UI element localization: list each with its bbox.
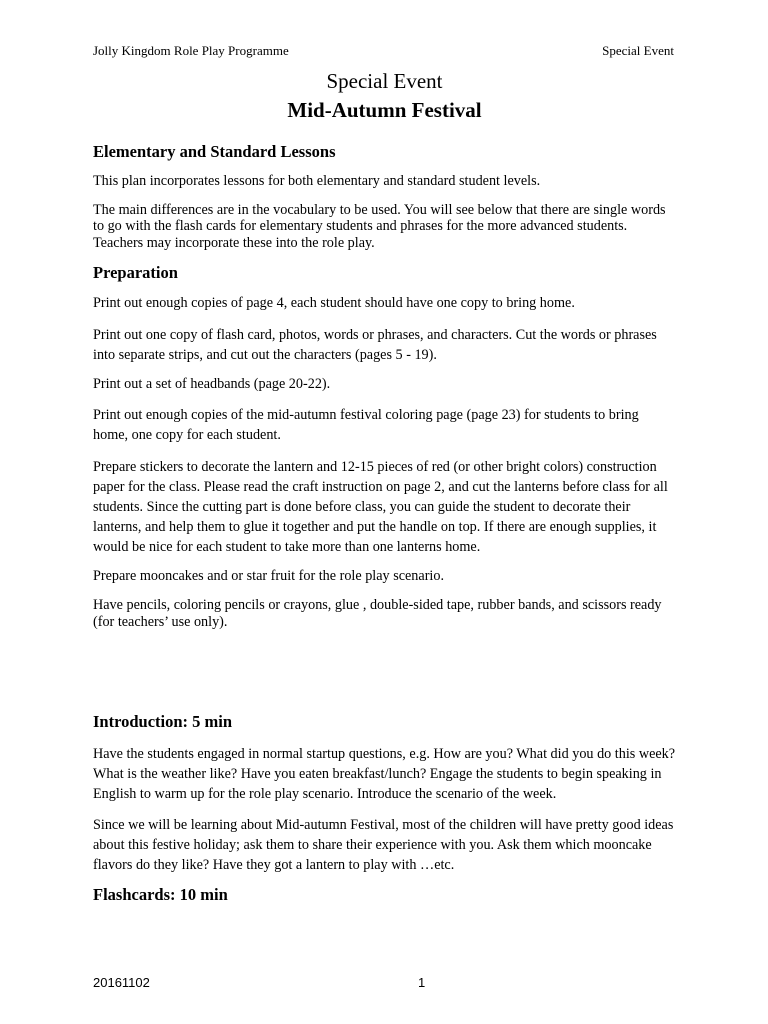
paragraph: This plan incorporates lessons for both elementary and standard student levels. <box>93 173 541 189</box>
paragraph: Since we will be learning about Mid-autumn Festival, most of the children will have pretty good ideas about this festive holiday; ask them to share their experience with you. Ask them which mooncake flavors do they like? Have they got a lantern to play with …etc. <box>93 816 674 873</box>
document-subtitle: Mid-Autumn Festival <box>287 98 482 122</box>
paragraph: Prepare mooncakes and or star fruit for the role play scenario. <box>93 568 445 584</box>
paragraph: Have the students engaged in normal startup questions, e.g. How are you? What did you do this week? What is the weather like? Have you eaten breakfast/lunch? Engage the students to begin speaking in English to warm up for the role play scenario. Introduce the scenario of the week. <box>93 745 676 802</box>
section-heading-preparation: Preparation <box>93 263 178 282</box>
paragraph: Prepare stickers to decorate the lantern and 12-15 pieces of red (or other bright colors) construction paper for the class. Please read the craft instruction on page 2, and cut the lanterns before class for all students. Since the cutting part is done before class, you can guide the student to decorate their lanterns, and help them to glue it together and put the handle on top. If there are enough supplies, it would be nice for each student to take more than one lanterns home. <box>93 459 668 555</box>
section-heading-flashcards: Flashcards: 10 min <box>93 884 228 904</box>
paragraph: The main differences are in the vocabulary to be used. You will see below that there are single words to go with the flash cards for elementary students and phrases for the more advanced students. Teachers may incorporate these into the role play. <box>93 201 666 251</box>
paragraph: Print out enough copies of page 4, each student should have one copy to bring home. <box>93 295 575 311</box>
running-header <box>93 43 674 59</box>
paragraph: Have pencils, coloring pencils or crayons, glue , double-sided tape, rubber bands, and scissors ready (for teachers’ use only). <box>93 596 662 630</box>
document-title: Special Event <box>326 69 443 93</box>
header-programme-name: Jolly Kingdom Role Play Programme <box>93 43 289 58</box>
section-heading-introduction: Introduction: 5 min <box>93 711 233 731</box>
paragraph: Print out enough copies of the mid-autumn festival coloring page (page 23) for students to bring home, one copy for each student. <box>93 407 639 443</box>
paragraph: Print out one copy of flash card, photos, words or phrases, and characters. Cut the words or phrases into separate strips, and cut out the characters (pages 5 - 19). <box>93 326 657 363</box>
section-heading-elementary: Elementary and Standard Lessons <box>93 142 336 161</box>
paragraph: Print out a set of headbands (page 20-22). <box>93 375 331 392</box>
footer-document-code: 20161102 <box>93 975 150 990</box>
footer-page-number: 1 <box>418 975 426 990</box>
document-body <box>93 68 676 905</box>
header-event-name: Special Event <box>602 43 674 58</box>
